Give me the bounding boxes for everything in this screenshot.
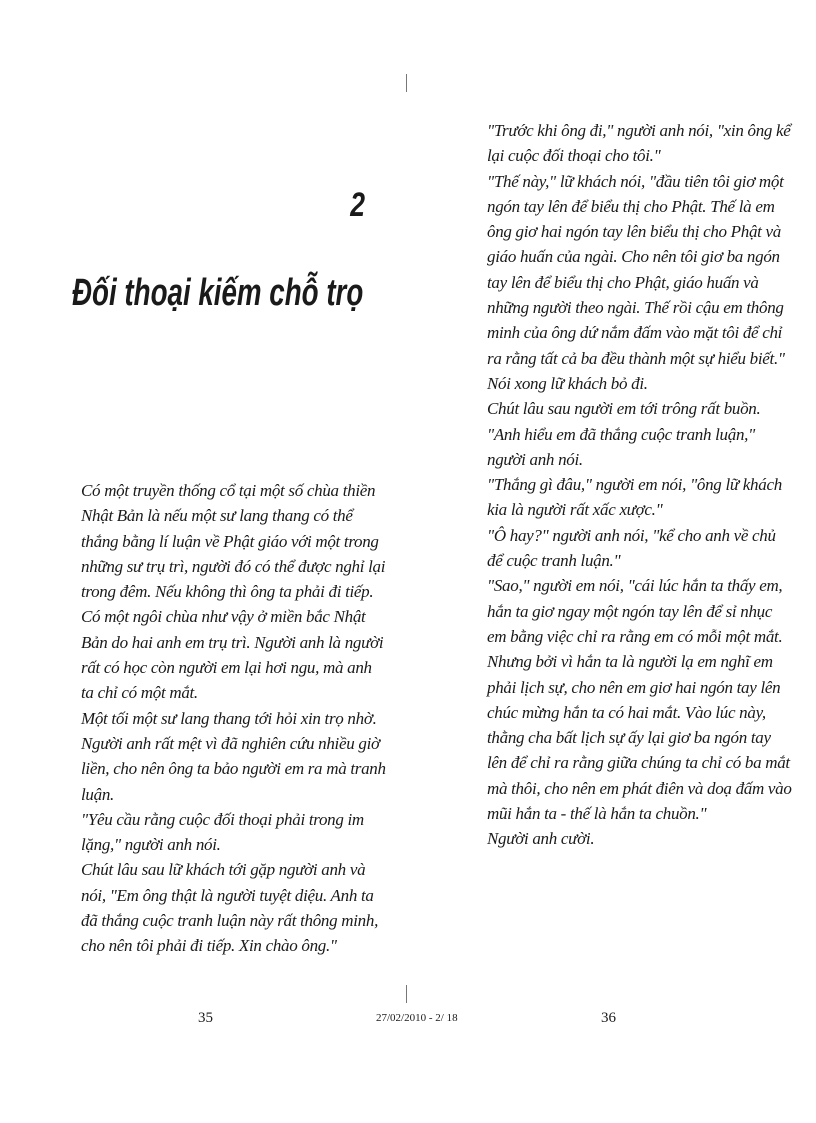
page-divider-tick-top [406, 74, 407, 92]
page-divider-tick-bottom [406, 985, 407, 1003]
text-line: Bản do hai anh em trụ trì. Người anh là người [81, 632, 384, 652]
paragraph [487, 573, 792, 826]
text-line: chúc mừng hắn ta có hai mắt. Vào lúc này, [487, 702, 766, 722]
text-line: liền, cho nên ông ta bảo người em ra mà tranh [81, 759, 386, 779]
paragraph [81, 478, 386, 604]
paragraph [487, 472, 782, 523]
paragraph [487, 826, 757, 851]
text-line: lại cuộc đối thoại cho tôi." [487, 146, 661, 166]
paragraph [487, 118, 791, 169]
print-date: 27/02/2010 - 2/ 18 [376, 1012, 458, 1024]
text-line: "Anh hiểu em đã thắng cuộc tranh luận," [487, 424, 755, 444]
text-line: "Sao," người em nói, "cái lúc hắn ta thấy em, [487, 576, 783, 596]
page-number-left: 35 [198, 1010, 213, 1026]
text-line: em bằng việc chỉ ra rằng em có mỗi một mắt. [487, 626, 783, 646]
text-line: phải lịch sự, cho nên em giơ hai ngón tay lên [487, 677, 781, 697]
text-line: hắn ta giơ ngay một ngón tay lên để sỉ nhục [487, 601, 773, 621]
text-line: Một tối một sư lang thang tới hỏi xin trọ nhờ. [81, 708, 377, 728]
paragraph [81, 604, 384, 705]
text-line: Người anh cười. [487, 829, 595, 849]
text-line: minh của ông dứ nắm đấm vào mặt tôi để chỉ [487, 323, 783, 343]
text-line: mà thôi, cho nên em phát điên và doạ đấm vào [487, 778, 792, 798]
text-line: ra rằng tất cả ba đều thành một sự hiểu biết." [487, 348, 785, 368]
left-page-text [81, 478, 386, 959]
text-line: Có một truyền thống cổ tại một số chùa thiền [81, 481, 376, 500]
text-line: đã thắng cuộc tranh luận này rất thông minh, [81, 911, 379, 931]
text-line: "Yêu cầu rằng cuộc đối thoại phải trong im [81, 809, 364, 829]
right-page-text [487, 118, 792, 852]
paragraph [487, 371, 757, 396]
text-line: Có một ngôi chùa như vậy ở miền bắc Nhật [81, 607, 366, 627]
text-line: Nói xong lữ khách bỏ đi. [487, 373, 648, 393]
paragraph [81, 807, 364, 858]
text-line: giáo huấn của ngài. Cho nên tôi giơ ba ngón [487, 247, 780, 267]
text-line: "Thắng gì đâu," người em nói, "ông lữ khách [487, 475, 782, 495]
paragraph [81, 706, 386, 807]
paragraph [487, 422, 757, 473]
text-line: Người anh rất mệt vì đã nghiên cứu nhiều giờ [81, 733, 380, 753]
chapter-title: Đối thoại kiếm chỗ trọ [72, 272, 364, 314]
text-line: luận. [81, 784, 114, 804]
paragraph [487, 523, 776, 574]
text-line: tay lên để biểu thị cho Phật, giáo huấn và [487, 272, 759, 292]
chapter-number: 2 [350, 186, 365, 224]
text-line: Nhật Bản là nếu một sư lang thang có thể [81, 506, 353, 526]
text-line: người anh nói. [487, 449, 583, 469]
text-line: thắng bằng lí luận về Phật giáo với một trong [81, 531, 379, 551]
paragraph [487, 396, 761, 421]
text-line: kia là người rất xấc xược." [487, 500, 663, 520]
text-line: ông giơ hai ngón tay lên biểu thị cho Phật và [487, 222, 781, 242]
text-line: "Thế này," lữ khách nói, "đầu tiên tôi giơ một [487, 171, 784, 191]
text-line: cho nên tôi phải đi tiếp. Xin chào ông." [81, 936, 337, 956]
text-line: mũi hắn ta - thế là hắn ta chuồn." [487, 804, 707, 824]
text-line: lặng," người anh nói. [81, 835, 221, 855]
text-line: lên để chỉ ra rằng giữa chúng ta chỉ có ba mắt [487, 753, 790, 773]
text-line: thằng cha bất lịch sự ấy lại giơ ba ngón tay [487, 728, 771, 748]
text-line: ngón tay lên để biểu thị cho Phật. Thế là em [487, 196, 775, 216]
text-line: ta chỉ có một mắt. [81, 683, 198, 703]
text-line: nói, "Em ông thật là người tuyệt diệu. Anh ta [81, 885, 374, 905]
page-number-right: 36 [601, 1010, 616, 1026]
text-line: Chút lâu sau lữ khách tới gặp người anh và [81, 860, 366, 880]
text-line: "Trước khi ông đi," người anh nói, "xin ông kể [487, 121, 791, 140]
text-line: Chút lâu sau người em tới trông rất buồn. [487, 399, 761, 419]
paragraph [487, 169, 785, 371]
text-line: những sư trụ trì, người đó có thể được nghỉ lại [81, 556, 386, 576]
paragraph [81, 857, 379, 958]
text-line: những người theo ngài. Thế rồi cậu em thông [487, 298, 784, 318]
text-line: "Ô hay?" người anh nói, "kể cho anh về chủ [487, 525, 776, 545]
text-line: để cuộc tranh luận." [487, 551, 621, 571]
text-line: rất có học còn người em lại hơi ngu, mà anh [81, 658, 372, 678]
text-line: Nhưng bởi vì hắn ta là người lạ em nghĩ em [487, 652, 773, 672]
text-line: trong đêm. Nếu không thì ông ta phải đi tiếp. [81, 582, 374, 602]
